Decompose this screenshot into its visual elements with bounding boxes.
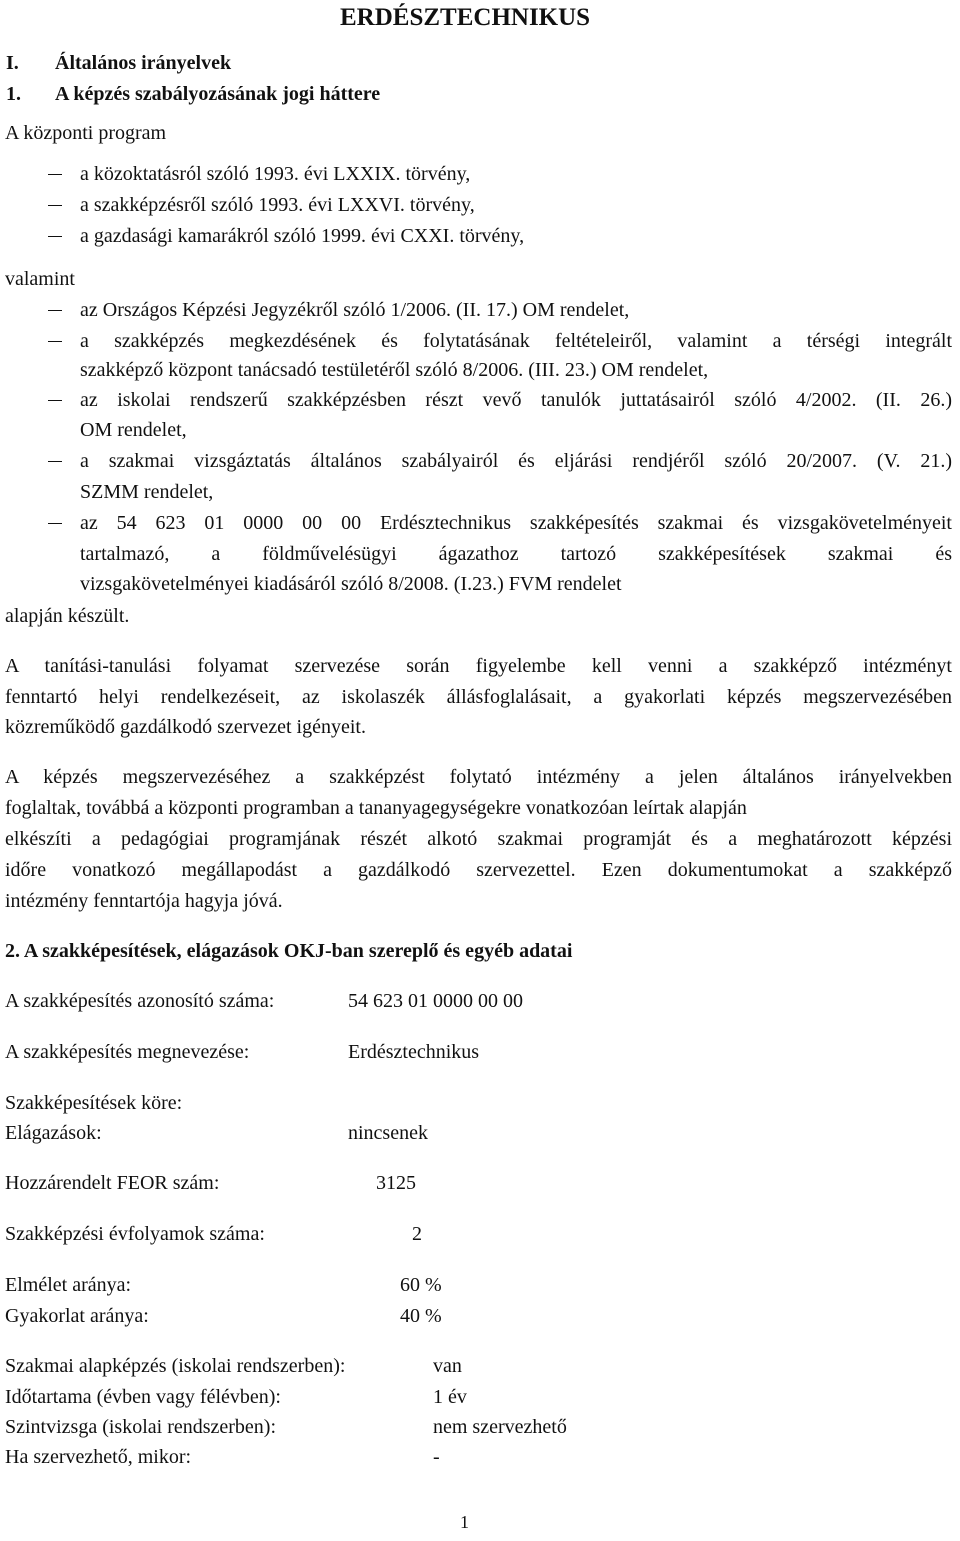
dash-bullet	[48, 341, 62, 342]
connector-text: valamint	[5, 268, 75, 290]
field-label-branches: Elágazások:	[5, 1122, 102, 1144]
dash-bullet	[48, 310, 62, 311]
list-item-continuation: SZMM rendelet,	[80, 481, 214, 503]
list-item: az Országos Képzési Jegyzékről szóló 1/2006. (II. 17.) OM rendelet,	[80, 299, 630, 321]
field-label-years: Szakképzési évfolyamok száma:	[5, 1223, 265, 1245]
list-item: a közoktatásról szóló 1993. évi LXXIX. törvény,	[80, 163, 471, 185]
paragraph-line: A tanítási-tanulási folyamat szervezése során figyelembe kell venni a szakképző intézményt	[5, 655, 952, 677]
list-item-continuation: OM rendelet,	[80, 419, 187, 441]
section2-heading: 2. A szakképesítések, elágazások OKJ-ban szereplő és egyéb adatai	[5, 940, 573, 962]
field-label-when: Ha szervezhető, mikor:	[5, 1446, 192, 1468]
list-item: az iskolai rendszerű szakképzésben részt vevő tanulók juttatásairól szóló 4/2002. (II. 26.)	[80, 389, 952, 411]
field-value-years: 2	[412, 1223, 422, 1245]
section-heading: Általános irányelvek	[55, 52, 232, 74]
field-value-practice: 40 %	[400, 1305, 442, 1327]
field-label-theory: Elmélet aránya:	[5, 1274, 132, 1296]
list-item: a gazdasági kamarákról szóló 1999. évi CXXI. törvény,	[80, 225, 525, 247]
field-label-name: A szakképesítés megnevezése:	[5, 1041, 250, 1063]
paragraph-line: A képzés megszervezéséhez a szakképzést folytató intézmény a jelen általános irányelvekben	[5, 766, 952, 788]
dash-bullet	[48, 523, 62, 524]
list-item-continuation: tartalmazó, a földművelésügyi ágazathoz tartozó szakképesítések szakmai és	[80, 543, 952, 565]
intro-text: A központi program	[5, 122, 167, 144]
field-value-branches: nincsenek	[348, 1122, 428, 1144]
field-label-basic: Szakmai alapképzés (iskolai rendszerben):	[5, 1355, 346, 1377]
field-value-when: -	[433, 1446, 440, 1468]
list-item: a szakképzésről szóló 1993. évi LXXVI. törvény,	[80, 194, 475, 216]
list-item: a szakképzés megkezdésének és folytatásának feltételeiről, valamint a térségi integrált	[80, 330, 952, 352]
closing-text: alapján készült.	[5, 605, 130, 627]
paragraph-line: intézmény fenntartója hagyja jóvá.	[5, 890, 283, 912]
field-value-duration: 1 év	[433, 1386, 467, 1408]
section-number: I.	[6, 52, 19, 74]
list-item: a szakmai vizsgáztatás általános szabályairól és eljárási rendjéről szóló 20/2007. (V. 21.)	[80, 450, 952, 472]
list-item-continuation: vizsgakövetelményei kiadásáról szóló 8/2008. (I.23.) FVM rendelet	[80, 573, 622, 595]
dash-bullet	[48, 400, 62, 401]
field-value-feor: 3125	[376, 1172, 416, 1194]
page-number: 1	[460, 1512, 469, 1532]
field-label-practice: Gyakorlat aránya:	[5, 1305, 149, 1327]
paragraph-line: fenntartó helyi rendelkezéseit, az iskolaszék állásfoglalásait, a gyakorlati képzés megszervezésében	[5, 686, 952, 708]
subsection-number: 1.	[6, 83, 21, 105]
field-value-id: 54 623 01 0000 00 00	[348, 990, 523, 1012]
field-value-basic: van	[433, 1355, 462, 1377]
dash-bullet	[48, 461, 62, 462]
field-label-duration: Időtartama (évben vagy félévben):	[5, 1386, 281, 1408]
list-item: az 54 623 01 0000 00 00 Erdésztechnikus szakképesítés szakmai és vizsgakövetelményeit	[80, 512, 952, 534]
paragraph-line: közreműködő gazdálkodó szervezet igényeit.	[5, 716, 366, 738]
paragraph-line: elkészíti a pedagógiai programjának részét alkotó szakmai programját és a meghatározott képzési	[5, 828, 952, 850]
subsection-heading: A képzés szabályozásának jogi háttere	[55, 83, 381, 105]
field-value-exam: nem szervezhető	[433, 1416, 567, 1438]
document-title: ERDÉSZTECHNIKUS	[340, 4, 591, 31]
paragraph-line: foglaltak, továbbá a központi programban a tananyagegységekre vonatkozóan leírtak alapján	[5, 797, 747, 819]
dash-bullet	[48, 236, 62, 237]
field-label-exam: Szintvizsga (iskolai rendszerben):	[5, 1416, 277, 1438]
dash-bullet	[48, 205, 62, 206]
field-value-name: Erdésztechnikus	[348, 1041, 480, 1063]
dash-bullet	[48, 174, 62, 175]
list-item-continuation: szakképző központ tanácsadó testületéről szóló 8/2006. (III. 23.) OM rendelet,	[80, 359, 709, 381]
field-label-id: A szakképesítés azonosító száma:	[5, 990, 275, 1012]
field-value-theory: 60 %	[400, 1274, 442, 1296]
field-label-feor: Hozzárendelt FEOR szám:	[5, 1172, 220, 1194]
paragraph-line: időre vonatkozó megállapodást a gazdálkodó szervezettel. Ezen dokumentumokat a szakképző	[5, 859, 952, 881]
field-label-scope: Szakképesítések köre:	[5, 1092, 183, 1114]
